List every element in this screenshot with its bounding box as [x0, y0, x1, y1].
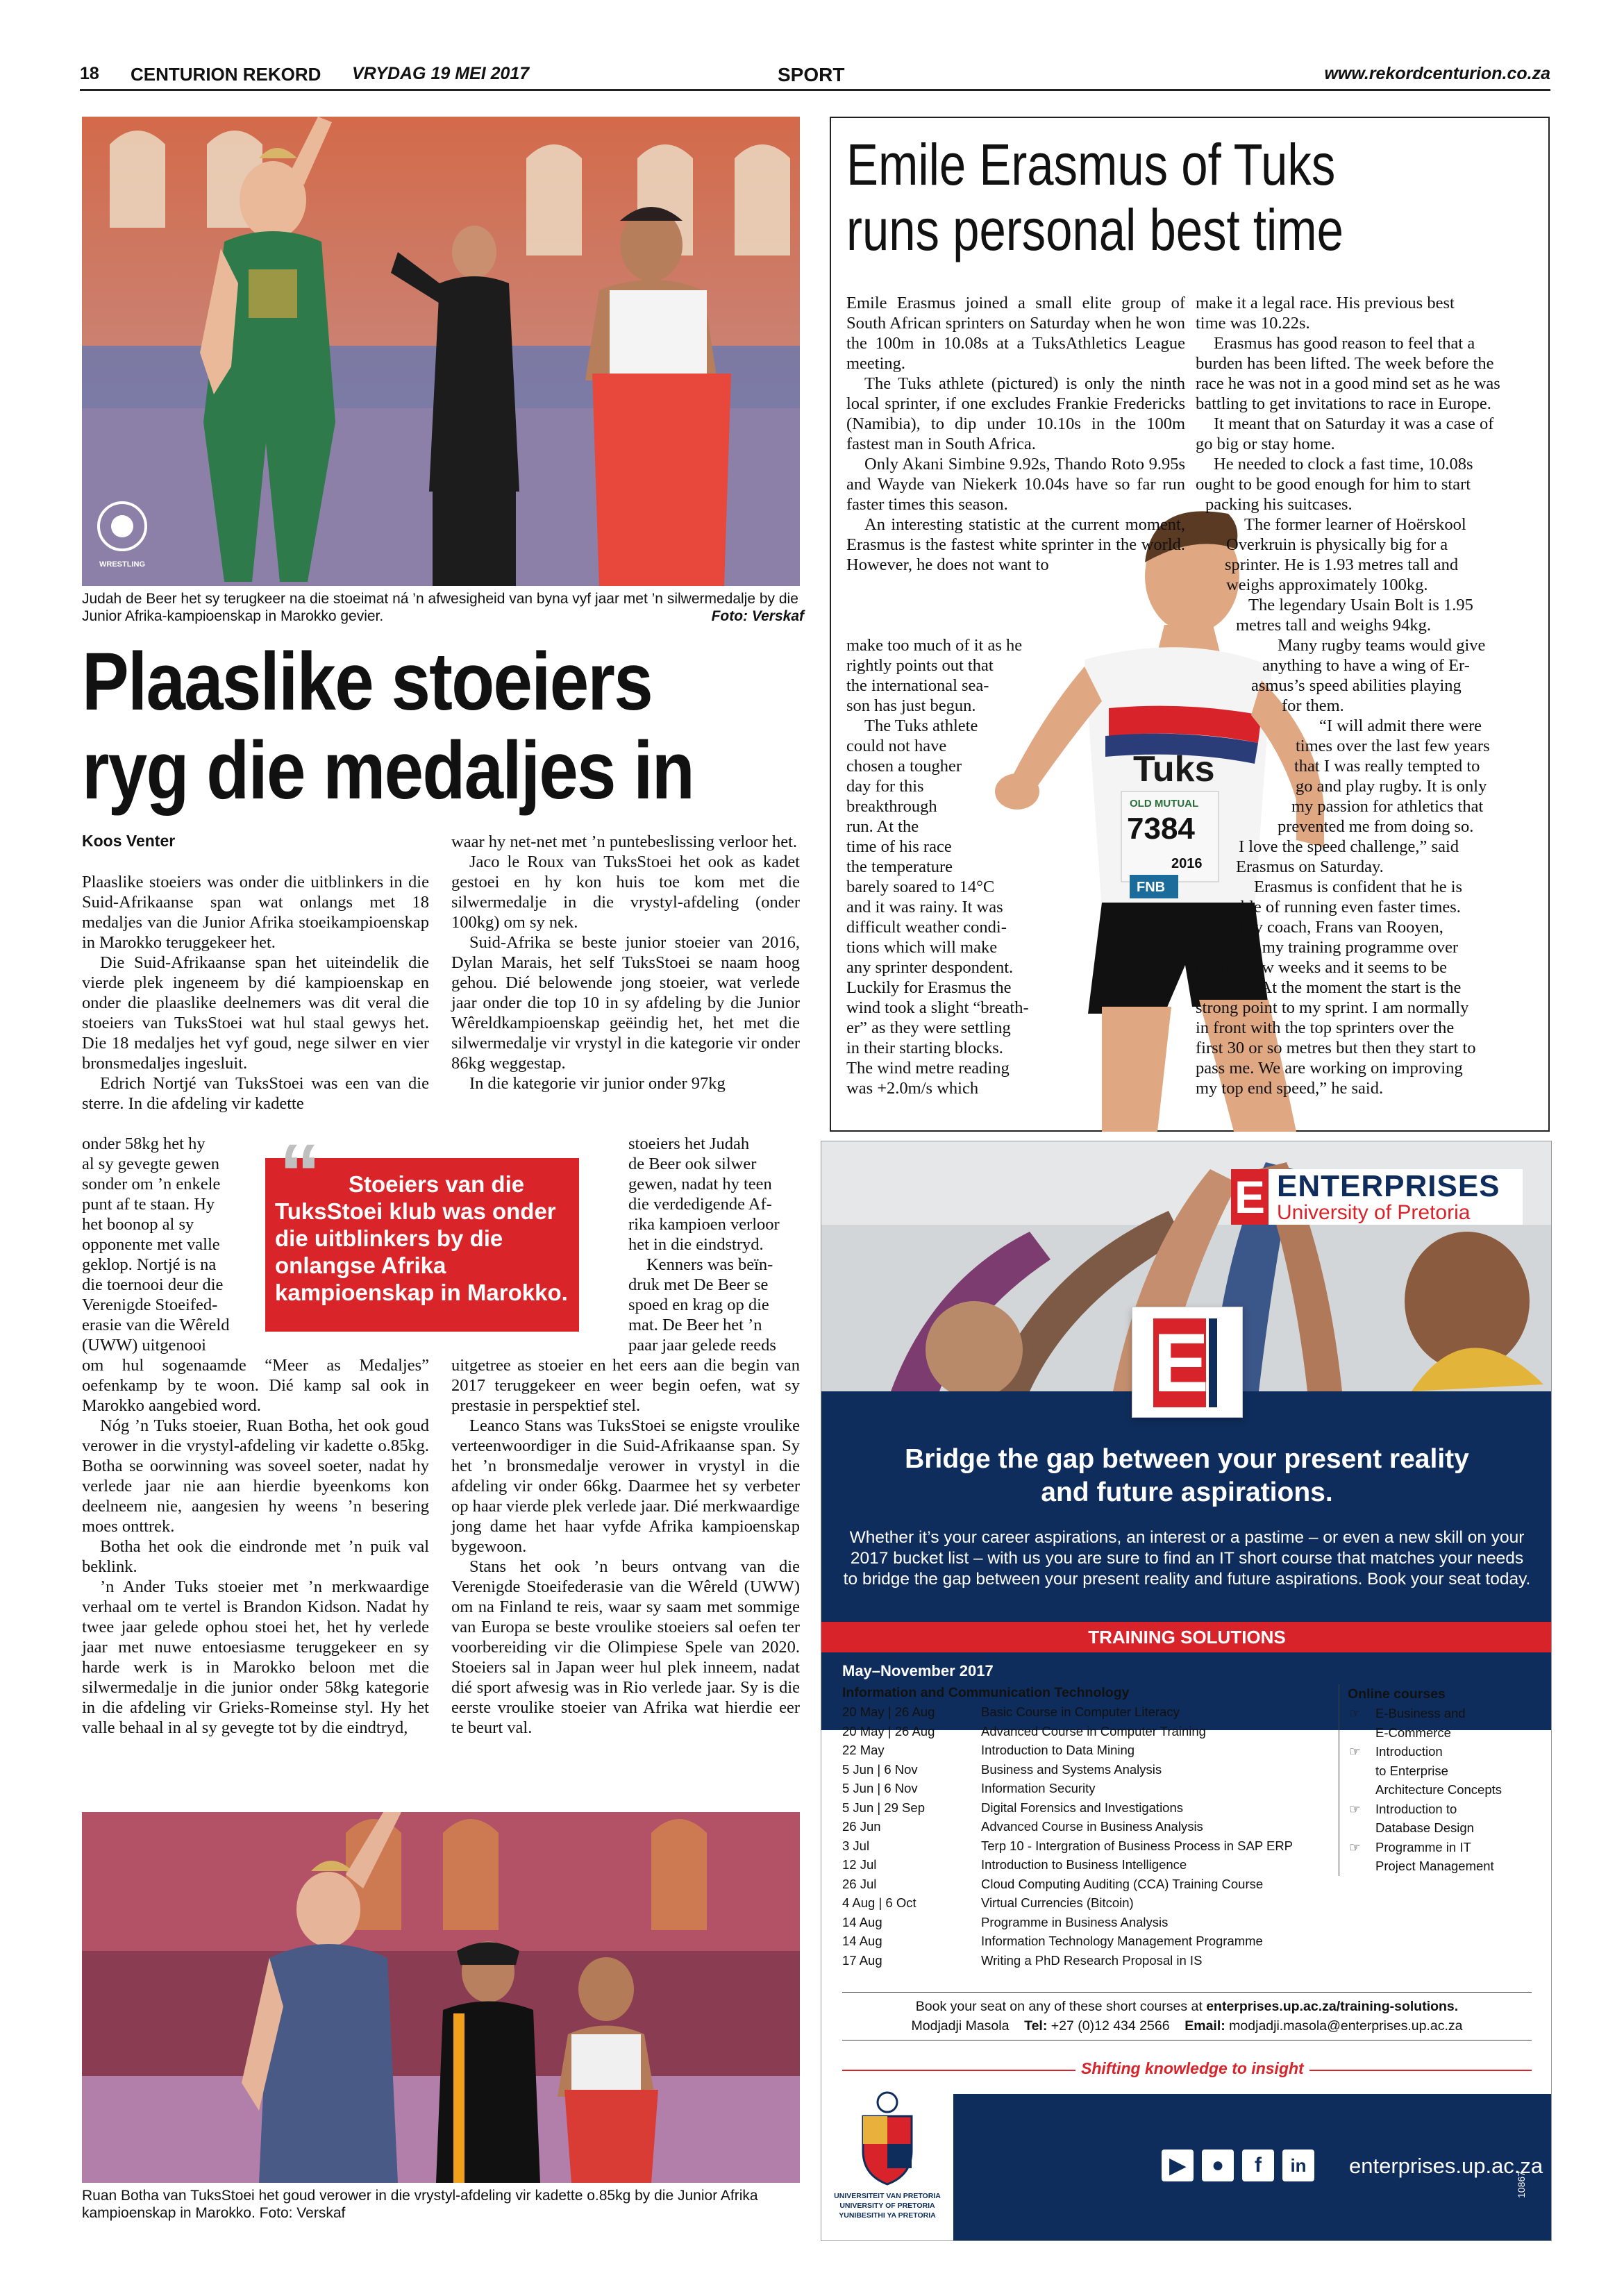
- contact-line: [842, 2016, 1532, 2036]
- paragraph: Edrich Nortjé van TuksStoei was een van die sterre. In die afdeling vir kadette: [82, 1074, 429, 1113]
- text-line: “My coach, Frans van Rooyen,: [1232, 918, 1443, 937]
- course-name: Introduction to Data Mining: [981, 1743, 1135, 1757]
- course-date: 17 Aug: [842, 1952, 882, 1968]
- course-row[interactable]: [842, 1779, 1314, 1798]
- paragraph: The Tuks athlete (pictured) is only the ninth local sprinter, if one excludes Frankie Fredericks (Namibia), to dip under 10.10s in the 100m fastest man in South Africa.: [846, 374, 1185, 453]
- text-line: “I will admit there were: [1319, 717, 1482, 735]
- text-line: go big or stay home.: [1196, 435, 1335, 453]
- text-line: working. At the moment the start is the: [1196, 978, 1462, 997]
- text-line: that I was really tempted to: [1294, 757, 1480, 776]
- text-line: het in die eindstryd.: [628, 1235, 764, 1254]
- course-date: 5 Jun | 6 Nov: [842, 1781, 918, 1795]
- pointer-hand-icon: ☞: [1349, 1839, 1361, 1854]
- facebook-icon[interactable]: f: [1242, 2150, 1274, 2181]
- erasmus-col1-top: [846, 293, 1185, 575]
- university-name: [824, 2191, 951, 2220]
- text-line: de Beer ook silwer: [628, 1155, 757, 1173]
- website-link[interactable]: www.rekordcenturion.co.za: [1324, 64, 1550, 83]
- top-photo-credit: Foto: Verskaf: [711, 608, 804, 624]
- text-line: capable of running even faster times.: [1209, 898, 1461, 916]
- text-line: die toernooi deur die: [82, 1275, 224, 1294]
- wrestling-col1-narrow: [82, 1134, 242, 1355]
- text-line: er” as they were settling: [846, 1019, 1011, 1037]
- booking-url[interactable]: enterprises.up.ac.za/training-solutions.: [1206, 1999, 1459, 2014]
- text-line: my top end speed,” he said.: [1196, 1079, 1384, 1098]
- text-line: wind took a slight “breath-: [846, 998, 1029, 1017]
- course-name: Information Technology Management Programme: [981, 1934, 1263, 1948]
- bib-brand: Tuks: [1133, 749, 1215, 789]
- text-line: times over the last few years: [1296, 737, 1490, 755]
- wrestling-photo-top-image: [82, 117, 800, 586]
- text-line: al sy gevegte gewen: [82, 1155, 219, 1173]
- text-line: mat. De Beer het ’n: [628, 1316, 762, 1334]
- course-row[interactable]: [842, 1951, 1314, 1970]
- text-line: my passion for athletics that: [1291, 797, 1484, 816]
- ad-courses: [842, 1683, 1314, 1970]
- ad-code: 10867: [1516, 2171, 1527, 2198]
- text-line: and it was rainy. It was: [846, 898, 1003, 916]
- course-date: 3 Jul: [842, 1838, 870, 1853]
- booking-text: Book your seat on any of these short courses at: [915, 1999, 1207, 2014]
- course-date: 5 Jun | 6 Nov: [842, 1761, 918, 1777]
- text-line: opponente met valle: [82, 1235, 220, 1254]
- contact-name: Modjadji Masola: [911, 2018, 1010, 2034]
- text-line: stoeiers het Judah: [628, 1134, 750, 1153]
- text-line: The wind metre reading: [846, 1059, 1010, 1078]
- paragraph: Stans het ook ’n beurs ontvang van die Verenigde Stoeifederasie van die Wêreld (UWW) om na Finland te reis, waar sy saam met sommige van Europa se beste vroulike stoeiers sal oefen ter voorbereiding vir die Olimpiese Spele van 2020. Stoeiers sal in Japan weer hul plek inneem, nadat dié sport afwesig was in Rio verlede jaar. Sy is die eerste vroulike stoeier van Afrika wat hierdie eer te beurt val.: [451, 1557, 800, 1737]
- university-name-line1: UNIVERSITEIT VAN PRETORIA: [834, 2192, 941, 2200]
- text-line: anything to have a wing of Er-: [1262, 656, 1470, 675]
- wrestling-col2-bottom: [451, 1355, 800, 1738]
- online-course-item[interactable]: [1348, 1838, 1540, 1876]
- text-line: Overkruin is physically big for a: [1226, 535, 1448, 554]
- course-name: Advanced Course in Computer Training: [981, 1723, 1206, 1738]
- text-line: the temperature: [846, 857, 953, 876]
- text-line: spoed en krag op die: [628, 1296, 769, 1314]
- brand-logo-icon: E: [1231, 1169, 1269, 1225]
- play-icon[interactable]: ▶: [1162, 2150, 1194, 2181]
- text-line: the last few weeks and it seems to be: [1196, 958, 1447, 977]
- wrestling-col2-top: [451, 832, 800, 1093]
- social-icons: [1162, 2150, 1314, 2181]
- online-course-line: E-Business and: [1375, 1706, 1466, 1720]
- booking-box: [842, 1992, 1532, 2041]
- big-e-logo-letter: E: [1153, 1316, 1209, 1409]
- wrestling-headline-line2: ryg die medaljes in: [82, 725, 694, 816]
- wrestling-col1-top: [82, 872, 429, 1114]
- text-line: day for this: [846, 777, 924, 796]
- wrestling-headline: [82, 637, 709, 815]
- tagline: Shifting knowledge to insight: [1075, 2059, 1309, 2078]
- text-line: changed my training programme over: [1201, 938, 1459, 957]
- course-row[interactable]: [842, 1702, 1314, 1722]
- issue-date: VRYDAG 19 MEI 2017: [352, 64, 530, 83]
- course-row[interactable]: [842, 1855, 1314, 1875]
- course-name: Writing a PhD Research Proposal in IS: [981, 1952, 1203, 1968]
- text-line: punt af te staan. Hy: [82, 1195, 215, 1214]
- text-line: battling to get invitations to race in Europe.: [1196, 394, 1491, 413]
- text-line: die verdedigende Af-: [628, 1195, 772, 1214]
- course-date: 26 Jul: [842, 1876, 877, 1891]
- big-e-logo: [1132, 1307, 1243, 1418]
- wrestling-photo-bottom: [82, 1812, 800, 2183]
- text-line: weighs approximately 100kg.: [1226, 576, 1428, 594]
- text-line: druk met De Beer se: [628, 1275, 769, 1294]
- course-name: Virtual Currencies (Bitcoin): [981, 1895, 1134, 1910]
- course-name: Introduction to Business Intelligence: [981, 1857, 1187, 1872]
- text-line: chosen a tougher: [846, 757, 962, 776]
- footer-site[interactable]: enterprises.up.ac.za: [1349, 2154, 1543, 2178]
- pointer-hand-icon: ☞: [1349, 1744, 1361, 1759]
- course-name: Cloud Computing Auditing (CCA) Training Course: [981, 1876, 1264, 1891]
- erasmus-headline-line1: Emile Erasmus of Tuks: [846, 132, 1336, 197]
- course-row[interactable]: [842, 1932, 1314, 1951]
- erasmus-headline: [846, 132, 1343, 262]
- brand-name: ENTERPRISES: [1277, 1169, 1500, 1203]
- paragraph: uitgetree as stoeier en het eers aan die begin van 2017 teruggekeer en weer begin oefen, wat sy prestasie in perspektief stel.: [451, 1356, 800, 1415]
- text-line: sprinter. He is 1.93 metres tall and: [1225, 555, 1459, 574]
- ad-headline: [821, 1443, 1552, 1509]
- text-line: Many rugby teams would give: [1278, 636, 1486, 655]
- text-line: barely soared to 14°C: [846, 878, 995, 896]
- text-line: The legendary Usain Bolt is 1.95: [1248, 596, 1473, 614]
- ad-headline-line1: Bridge the gap between your present reality: [905, 1444, 1469, 1474]
- text-line: strong point to my sprint. I am normally: [1196, 998, 1469, 1017]
- course-row[interactable]: [842, 1875, 1314, 1894]
- text-line: Erasmus is confident that he is: [1254, 878, 1463, 896]
- pullquote: [265, 1127, 579, 1332]
- online-course-line: to Enterprise: [1375, 1763, 1448, 1778]
- text-line: geklop. Nortjé is na: [82, 1255, 217, 1274]
- paragraph: Only Akani Simbine 9.92s, Thando Roto 9.95s and Wayde van Niekerk 10.04s have so far run faster times this season.: [846, 455, 1185, 514]
- tel-number[interactable]: +27 (0)12 434 2566: [1050, 2018, 1170, 2034]
- text-line: rightly points out that: [846, 656, 994, 675]
- course-date: 12 Jul: [842, 1857, 877, 1872]
- paragraph: Die Suid-Afrikaanse span het uiteindelik die vierde plek ingeneem by dié kampioenskap en onder die plaaslike deelnemers was dit veral die stoeiers van TuksStoei wat hul staal gewys het. Die 18 medaljes het vyf goud, nege silwer en vier bronsmedaljes ingesluit.: [82, 953, 429, 1073]
- paragraph: Suid-Afrika se beste junior stoeier van 2016, Dylan Marais, het self TuksStoei se naam hoog gehou. Dié belowende jong stoeier, wat verlede jaar onder die top 10 in sy afdeling by die Junior Wêreldkampioenskap geëindig het, het met die silwermedalje vir vrystyl in die kategorie vir onder 86kg weggestap.: [451, 933, 800, 1073]
- course-name: Information Security: [981, 1781, 1096, 1795]
- course-date: 14 Aug: [842, 1914, 882, 1929]
- text-line: any sprinter despondent.: [846, 958, 1014, 977]
- course-row[interactable]: [842, 1913, 1314, 1932]
- text-line: It meant that on Saturday it was a case of: [1214, 414, 1494, 433]
- text-line: He needed to clock a fast time, 10.08s: [1214, 455, 1473, 474]
- ad-navy-band: [821, 1316, 1552, 1730]
- course-date: 26 Jun: [842, 1819, 881, 1834]
- header-rule: [80, 89, 1550, 91]
- tel-label: Tel:: [1024, 2018, 1048, 2034]
- online-course-item[interactable]: [1348, 1800, 1540, 1838]
- text-line: Luckily for Erasmus the: [846, 978, 1012, 997]
- text-line: ought to be good enough for him to start: [1196, 475, 1471, 494]
- paragraph: waar hy net-net met ’n puntebeslissing verloor het.: [451, 832, 798, 851]
- top-photo-caption-text: Judah de Beer het sy terugkeer na die stoeimat ná ’n afwesigheid van byna vyf jaar met ’n silwermedalje by die Junior Afrika-kampioenskap in Marokko gevier.: [82, 591, 798, 624]
- course-date: 22 May: [842, 1743, 885, 1757]
- text-line: make too much of it as he: [846, 636, 1023, 655]
- paragraph: om hul sogenaamde “Meer as Medaljes” oefenkamp by te woon. Dié kamp sal ook in Marokko aangebied word.: [82, 1356, 429, 1415]
- text-line: asmus’s speed abilities playing: [1251, 676, 1462, 695]
- text-line: Erasmus has good reason to feel that a: [1214, 334, 1475, 353]
- wrestling-col2-narrow: [628, 1134, 800, 1355]
- course-row[interactable]: [842, 1741, 1314, 1760]
- text-line: sonder om ’n enkele: [82, 1175, 221, 1193]
- text-line: paar jaar gelede reeds: [628, 1336, 776, 1355]
- course-date: 5 Jun | 29 Sep: [842, 1800, 925, 1815]
- big-e-logo-bar: [1209, 1318, 1217, 1407]
- course-name: Business and Systems Analysis: [981, 1761, 1162, 1777]
- course-row[interactable]: [842, 1798, 1314, 1818]
- text-line: het boonop al sy: [82, 1215, 194, 1234]
- ad-body: Whether it’s your career aspirations, an interest or a pastime – or even a new skill on your 2017 bucket list – with us you are sure to find an IT short course that matches your needs to bridge the gap between your present reality and future aspirations. Book your seat today.: [843, 1528, 1531, 1589]
- text-line: Erasmus on Saturday.: [1236, 857, 1384, 876]
- online-course-line: Introduction to: [1375, 1801, 1457, 1816]
- text-line: erasie van die Wêreld: [82, 1316, 230, 1334]
- text-line: gewen, nadat hy teen: [628, 1175, 772, 1193]
- byline: Koos Venter: [82, 832, 176, 850]
- wrestling-headline-line1: Plaaslike stoeiers: [82, 636, 652, 728]
- online-course-line: Project Management: [1375, 1859, 1494, 1873]
- course-name: Basic Course in Computer Literacy: [981, 1704, 1180, 1719]
- email-address[interactable]: modjadji.masola@enterprises.up.ac.za: [1229, 2018, 1463, 2034]
- paper-name: CENTURION REKORD: [131, 64, 321, 85]
- section-label: SPORT: [778, 64, 845, 85]
- bib-bank: FNB: [1137, 880, 1166, 895]
- university-crest-icon: [821, 2087, 953, 2191]
- paragraph: Jaco le Roux van TuksStoei het ook as kadet gestoei en hy kon huis toe kom met die silwermedalje in die vrystyl-afdeling (onder 100kg) om sy nek.: [451, 853, 800, 932]
- online-courses: [1339, 1684, 1540, 1876]
- university-crest-block: [821, 2087, 953, 2241]
- course-row[interactable]: [842, 1722, 1314, 1741]
- photo-logo-text: WRESTLING: [99, 560, 145, 569]
- text-line: son has just begun.: [846, 696, 976, 715]
- text-line: rika kampioen verloor: [628, 1215, 780, 1234]
- wrestling-photo-bottom-image: [82, 1812, 800, 2183]
- text-line: time was 10.22s.: [1196, 314, 1310, 333]
- erasmus-col2: [1196, 293, 1539, 1098]
- text-line: (UWW) uitgenooi: [82, 1336, 206, 1355]
- text-line: Kenners was beïn-: [646, 1255, 773, 1274]
- online-course-line: Programme in IT: [1375, 1839, 1471, 1854]
- ad-headline-line2: and future aspirations.: [1041, 1477, 1333, 1507]
- paragraph: In die kategorie vir junior onder 97kg: [469, 1074, 726, 1093]
- bib-year: 2016: [1171, 856, 1203, 871]
- quote-icon: “: [279, 1127, 321, 1220]
- text-line: for them.: [1282, 696, 1344, 715]
- online-course-item[interactable]: [1348, 1742, 1540, 1800]
- text-line: The former learner of Hoërskool: [1244, 515, 1466, 534]
- online-heading: Online courses: [1348, 1686, 1446, 1702]
- course-period: May–November 2017: [842, 1662, 994, 1679]
- online-course-line: Architecture Concepts: [1375, 1782, 1502, 1797]
- page-number: 18: [80, 64, 99, 83]
- course-row[interactable]: [842, 1836, 1314, 1856]
- course-name: Digital Forensics and Investigations: [981, 1800, 1184, 1815]
- text-line: could not have: [846, 737, 947, 755]
- text-line: the international sea-: [846, 676, 989, 695]
- text-line: difficult weather condi-: [846, 918, 1007, 937]
- text-line: go and play rugby. It is only: [1296, 777, 1487, 796]
- text-line: make it a legal race. His previous best: [1196, 294, 1455, 312]
- online-course-item[interactable]: [1348, 1704, 1540, 1742]
- text-line: tions which will make: [846, 938, 998, 957]
- erasmus-headline-line2: runs personal best time: [846, 197, 1343, 262]
- text-line: The Tuks athlete: [864, 717, 978, 735]
- bib-sponsor: OLD MUTUAL: [1130, 798, 1199, 810]
- course-row[interactable]: [842, 1817, 1314, 1836]
- enterprises-ad[interactable]: [821, 1141, 1552, 2241]
- text-line: first 30 or so metres but then they start to: [1196, 1039, 1476, 1057]
- online-course-line: E-Commerce: [1375, 1725, 1451, 1740]
- linkedin-icon[interactable]: in: [1282, 2150, 1314, 2181]
- text-line: Verenigde Stoeifed-: [82, 1296, 218, 1314]
- online-course-line: Introduction: [1375, 1744, 1443, 1759]
- paragraph: An interesting statistic at the current moment, Erasmus is the fastest white sprinter in the world. However, he does not want to: [846, 515, 1185, 574]
- paragraph: ’n Ander Tuks stoeier met ’n merkwaardige verhaal om te vertel is Brandon Kidson. Nadat hy twee jaar gelede ophou stoei het, het hy verlede jaar met nuwe entoesiasme teruggekeer en sy harde werk is in Marokko beloon met die silwermedalje in die junior onder 58kg kategorie in die afdeling vir Grieks-Romeinse styl. Hy het valle behaal in al sy gevegte tot by die eindtryd,: [82, 1577, 429, 1737]
- course-name: Advanced Course in Business Analysis: [981, 1819, 1203, 1834]
- ad-footer: [821, 2094, 1552, 2241]
- text-line: onder 58kg het hy: [82, 1134, 206, 1153]
- course-date: 4 Aug | 6 Oct: [842, 1895, 916, 1910]
- apple-icon[interactable]: ●: [1202, 2150, 1234, 2181]
- course-date: 14 Aug: [842, 1934, 882, 1948]
- paragraph: Emile Erasmus joined a small elite group of South African sprinters on Saturday when he won the 100m in 10.08s at a TuksAthletics League meeting.: [846, 294, 1185, 373]
- course-row[interactable]: [842, 1893, 1314, 1913]
- university-name-line3: YUNIBESITHI YA PRETORIA: [839, 2211, 936, 2220]
- university-name-line2: UNIVERSITY OF PRETORIA: [839, 2202, 935, 2210]
- text-line: time of his race: [846, 837, 952, 856]
- wrestling-col1-bottom: [82, 1355, 429, 1738]
- text-line: in front with the top sprinters over the: [1196, 1019, 1455, 1037]
- erasmus-col1-narrow: [846, 635, 1075, 1098]
- training-solutions-bar: TRAINING SOLUTIONS: [821, 1622, 1552, 1652]
- pullquote-text: Stoeiers van die TuksStoei klub was onder die uitblinkers by die onlangse Afrika kampioenskap in Marokko.: [275, 1171, 568, 1305]
- text-line: I love the speed challenge,” said: [1239, 837, 1459, 856]
- course-date: 20 May | 26 Aug: [842, 1723, 935, 1738]
- text-line: prevented me from doing so.: [1278, 817, 1474, 836]
- text-line: in their starting blocks.: [846, 1039, 1003, 1057]
- text-line: was +2.0m/s which: [846, 1079, 979, 1098]
- pointer-hand-icon: ☞: [1349, 1801, 1361, 1816]
- text-line: race he was not in a good mind set as he was: [1196, 374, 1500, 393]
- top-photo-caption: [82, 590, 804, 625]
- wrestling-photo-top: [82, 117, 800, 586]
- course-row[interactable]: [842, 1760, 1314, 1779]
- pointer-hand-icon: ☞: [1349, 1706, 1361, 1720]
- text-line: metres tall and weighs 94kg.: [1236, 616, 1432, 635]
- text-line: run. At the: [846, 817, 919, 836]
- course-name: Terp 10 - Intergration of Business Process in SAP ERP: [981, 1838, 1294, 1853]
- online-course-line: Database Design: [1375, 1820, 1474, 1835]
- erasmus-article-box: [830, 117, 1550, 1132]
- ad-brand-block: [1231, 1169, 1523, 1225]
- text-line: breakthrough: [846, 797, 937, 816]
- bottom-photo-caption: Ruan Botha van TuksStoei het goud verower in die vrystyl-afdeling vir kadette o.85kg by die Junior Afrika kampioenskap in Marokko. Foto: Verskaf: [82, 2188, 758, 2221]
- text-line: pass me. We are working on improving: [1196, 1059, 1463, 1078]
- paragraph: Botha het ook die eindronde met ’n puik val beklink.: [82, 1537, 429, 1576]
- ict-heading: Information and Communication Technology: [842, 1685, 1130, 1700]
- bib-number: 7384: [1127, 812, 1195, 846]
- course-name: Programme in Business Analysis: [981, 1914, 1169, 1929]
- text-line: packing his suitcases.: [1205, 495, 1353, 514]
- course-date: 20 May | 26 Aug: [842, 1704, 935, 1719]
- brand-university: University of Pretoria: [1277, 1201, 1471, 1224]
- email-label: Email:: [1184, 2018, 1225, 2034]
- text-line: burden has been lifted. The week before the: [1196, 354, 1494, 373]
- paragraph: Nóg ’n Tuks stoeier, Ruan Botha, het ook goud verower in die vrystyl-afdeling vir kadette o.85kg. Botha se oorwinning was soveel soeter, nadat hy verlede jaar nie aan hierdie byeenkoms kon deelneem nie, aangesien hy weens ’n besering moes onttrek.: [82, 1416, 429, 1536]
- paragraph: Plaaslike stoeiers was onder die uitblinkers in die Suid-Afrikaanse span wat onlangs met 18 medaljes van die Junior Afrika stoeikampioenskap in Marokko teruggekeer het.: [82, 873, 429, 952]
- booking-line: [842, 1997, 1532, 2016]
- paragraph: Leanco Stans was TuksStoei se enigste vroulike verteenwoordiger in die Suid-Afrikaanse span. Sy het ’n bronsmedalje verower in vrystyl in die afdeling vir onder 66kg. Daarmee het sy verbeter op haar vierde plek verlede jaar. Dié merkwaardige jong dame het haar vyfde Afrika kampioenskap bygewoon.: [451, 1416, 800, 1556]
